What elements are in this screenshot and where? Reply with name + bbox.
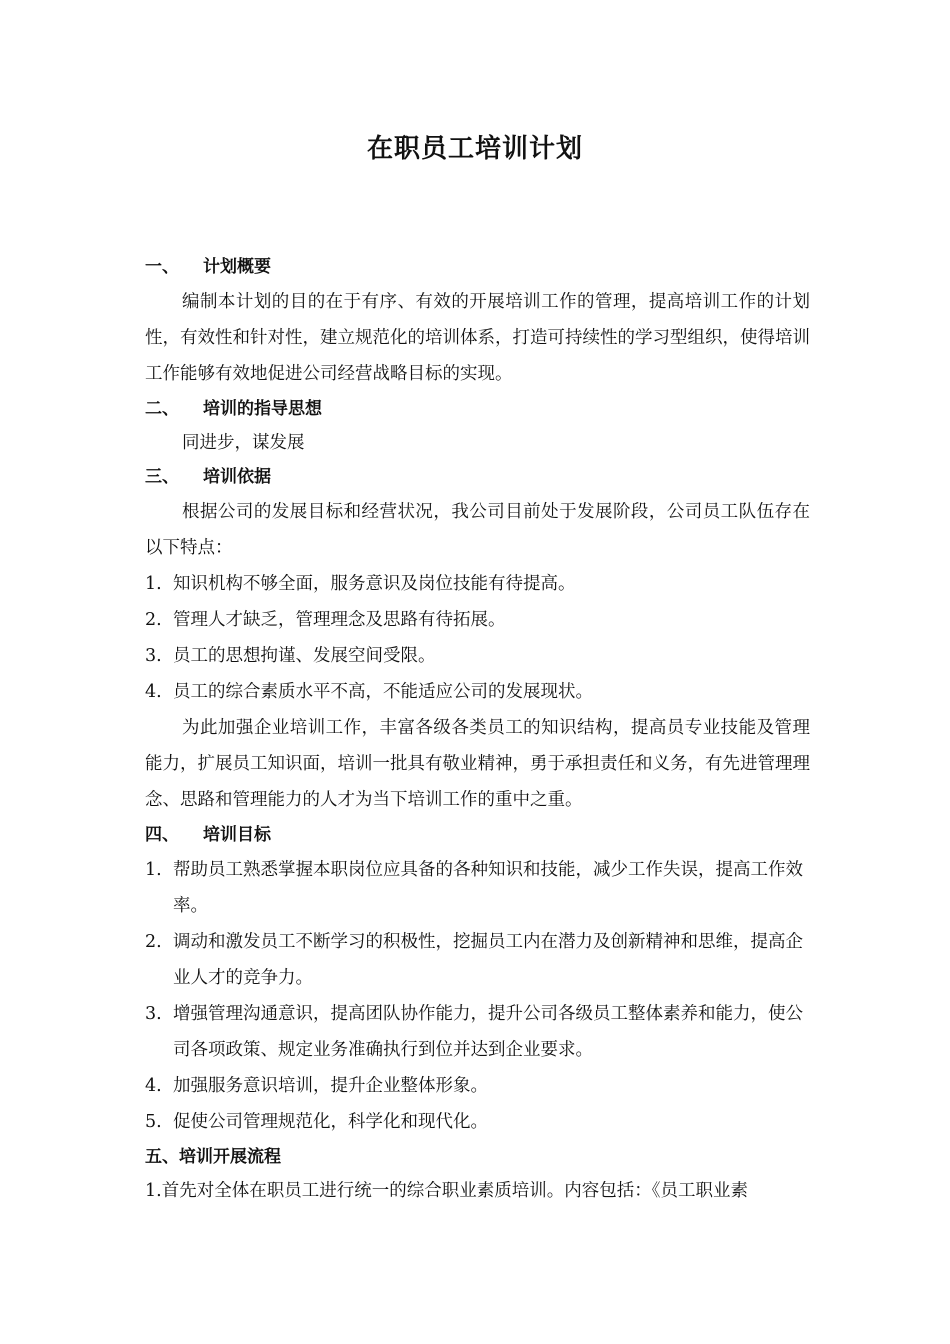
section-title: 培训目标	[203, 825, 271, 845]
list-number: 2.	[145, 932, 162, 952]
list-item	[145, 852, 810, 924]
document-body	[145, 250, 810, 1208]
list-text: 调动和激发员工不断学习的积极性，挖掘员工内在潜力及创新精神和思维，提高企业人才的竞争力。	[173, 932, 803, 988]
section-heading-guiding-idea	[145, 392, 810, 426]
list-item	[145, 996, 810, 1068]
list-number: 3.	[145, 1004, 162, 1024]
section-title: 培训依据	[203, 467, 271, 487]
list-number: 5.	[145, 1112, 162, 1132]
list-item	[145, 638, 810, 674]
paragraph-guiding-idea: 同进步，谋发展	[182, 433, 305, 453]
paragraph-basis: 根据公司的发展目标和经营状况，我公司目前处于发展阶段，公司员工队伍存在以下特点：	[145, 502, 810, 558]
section-title: 培训的指导思想	[203, 399, 322, 419]
paragraph-basis-conclusion: 为此加强企业培训工作，丰富各级各类员工的知识结构，提高员专业技能及管理能力，扩展员工知识面，培训一批具有敬业精神，勇于承担责任和义务，有先进管理理念、思路和管理能力的人才为当下培训工作的重中之重。	[145, 718, 810, 810]
section-heading-basis	[145, 460, 810, 494]
paragraph-overview: 编制本计划的目的在于有序、有效的开展培训工作的管理，提高培训工作的计划性，有效性和针对性，建立规范化的培训体系，打造可持续性的学习型组织，使得培训工作能够有效地促进公司经营战略目标的实现。	[145, 292, 810, 384]
list-text: 员工的综合素质水平不高，不能适应公司的发展现状。	[173, 682, 593, 702]
list-item	[145, 1104, 810, 1140]
list-number: 4.	[145, 1076, 162, 1096]
section-number: 三、	[145, 467, 179, 487]
section-number: 二、	[145, 399, 179, 419]
section-title: 计划概要	[203, 257, 271, 277]
list-text: 员工的思想拘谨、发展空间受限。	[173, 646, 436, 666]
section-heading-process	[145, 1140, 810, 1174]
document-title: 在职员工培训计划	[366, 134, 583, 164]
section-heading-goals	[145, 818, 810, 852]
list-number: 2.	[145, 610, 162, 630]
list-item	[145, 566, 810, 602]
list-item	[145, 1068, 810, 1104]
section-title: 五、培训开展流程	[145, 1147, 281, 1167]
list-text: 加强服务意识培训，提升企业整体形象。	[173, 1076, 488, 1096]
list-item	[145, 602, 810, 638]
section-number: 一、	[145, 257, 179, 277]
list-text: 知识机构不够全面，服务意识及岗位技能有待提高。	[173, 574, 576, 594]
list-item	[145, 674, 810, 710]
list-number: 1.	[145, 860, 162, 880]
list-number: 3.	[145, 646, 162, 666]
list-number: 1.	[145, 574, 162, 594]
section-heading-overview	[145, 250, 810, 284]
paragraph-process-step-1: 1.首先对全体在职员工进行统一的综合职业素质培训。内容包括：《员工职业素	[145, 1181, 748, 1201]
list-text: 帮助员工熟悉掌握本职岗位应具备的各种知识和技能，减少工作失误，提高工作效率。	[173, 860, 803, 916]
section-number: 四、	[145, 825, 179, 845]
list-number: 4.	[145, 682, 162, 702]
list-text: 增强管理沟通意识，提高团队协作能力，提升公司各级员工整体素养和能力，使公司各项政策、规定业务准确执行到位并达到企业要求。	[173, 1004, 803, 1060]
list-text: 促使公司管理规范化，科学化和现代化。	[173, 1112, 488, 1132]
list-item	[145, 924, 810, 996]
list-text: 管理人才缺乏，管理理念及思路有待拓展。	[173, 610, 506, 630]
